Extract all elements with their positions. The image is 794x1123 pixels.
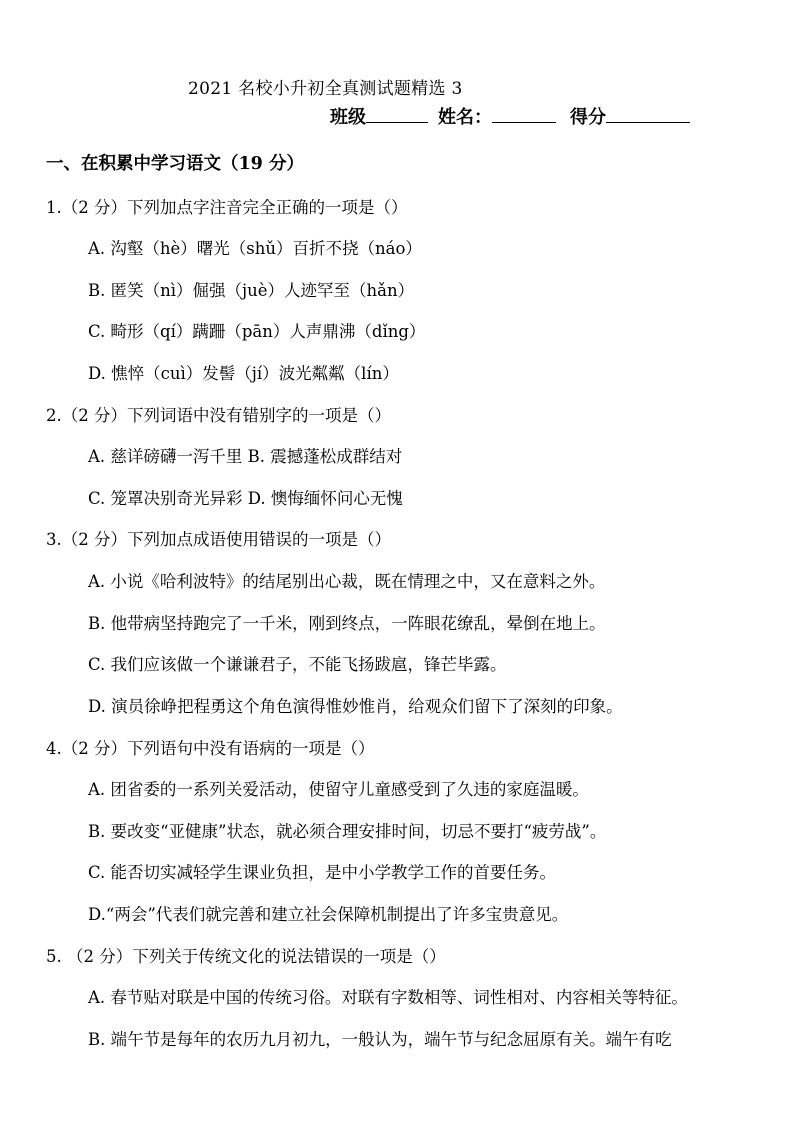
question-option: A. 慈详磅礴一泻千里 B. 震撼蓬松成群结对 (88, 447, 403, 466)
question-option: D. 演员徐峥把程勇这个角色演得惟妙惟肖，给观众们留下了深刻的印象。 (88, 697, 623, 716)
question-option: A. 沟壑（hè）曙光（shǔ）百折不挠（náo） (88, 239, 422, 258)
question-option: B. 他带病坚持跑完了一千米，刚到终点，一阵眼花缭乱，晕倒在地上。 (88, 614, 606, 633)
question-option: A. 团省委的一系列关爱活动，使留守儿童感受到了久违的家庭温暖。 (88, 780, 589, 799)
question-stem: 3.（2 分）下列加点成语使用错误的一项是（） (46, 530, 391, 549)
class-label: 班级 (330, 107, 366, 128)
score-blank (606, 104, 690, 123)
name-blank (492, 104, 556, 123)
question-option: C. 我们应该做一个谦谦君子，不能飞扬跋扈，锋芒毕露。 (88, 655, 507, 674)
document-title: 2021 名校小升初全真测试题精选 3 (188, 79, 463, 99)
question-option: B. 要改变“亚健康”状态，就必须合理安排时间，切忌不要打“疲劳战”。 (88, 822, 607, 841)
question-option: C. 笼罩决别奇光异彩 D. 懊悔缅怀问心无愧 (88, 489, 403, 508)
question-option: B. 匿笑（nì）倔强（juè）人迹罕至（hǎn） (88, 281, 415, 300)
section-heading: 一、在积累中学习语文（19 分） (46, 154, 304, 174)
student-info-line (330, 103, 690, 129)
question-stem: 2.（2 分）下列词语中没有错别字的一项是（） (46, 406, 391, 425)
question-option: D.“两会”代表们就完善和建立社会保障机制提出了许多宝贵意见。 (88, 905, 569, 924)
question-option: B. 端午节是每年的农历九月初九，一般认为，端午节与纪念屈原有关。端午有吃 (88, 1030, 672, 1049)
question-stem: 1.（2 分）下列加点字注音完全正确的一项是（） (46, 198, 408, 217)
question-stem: 4.（2 分）下列语句中没有语病的一项是（） (46, 739, 375, 758)
class-blank (366, 104, 428, 123)
question-option: A. 小说《哈利波特》的结尾别出心裁，既在情理之中，又在意料之外。 (88, 572, 606, 591)
question-option: C. 畸形（qí）蹒跚（pān）人声鼎沸（dǐng） (88, 322, 426, 341)
question-option: D. 憔悴（cuì）发髻（jí）波光粼粼（lín） (88, 364, 399, 383)
question-option: C. 能否切实减轻学生课业负担，是中小学教学工作的首要任务。 (88, 863, 557, 882)
score-label: 得分 (570, 107, 606, 128)
name-label: 姓名： (438, 107, 492, 128)
question-option: A. 春节贴对联是中国的传统习俗。对联有字数相等、词性相对、内容相关等特征。 (88, 988, 688, 1007)
question-stem: 5. （2 分）下列关于传统文化的说法错误的一项是（） (46, 947, 446, 966)
